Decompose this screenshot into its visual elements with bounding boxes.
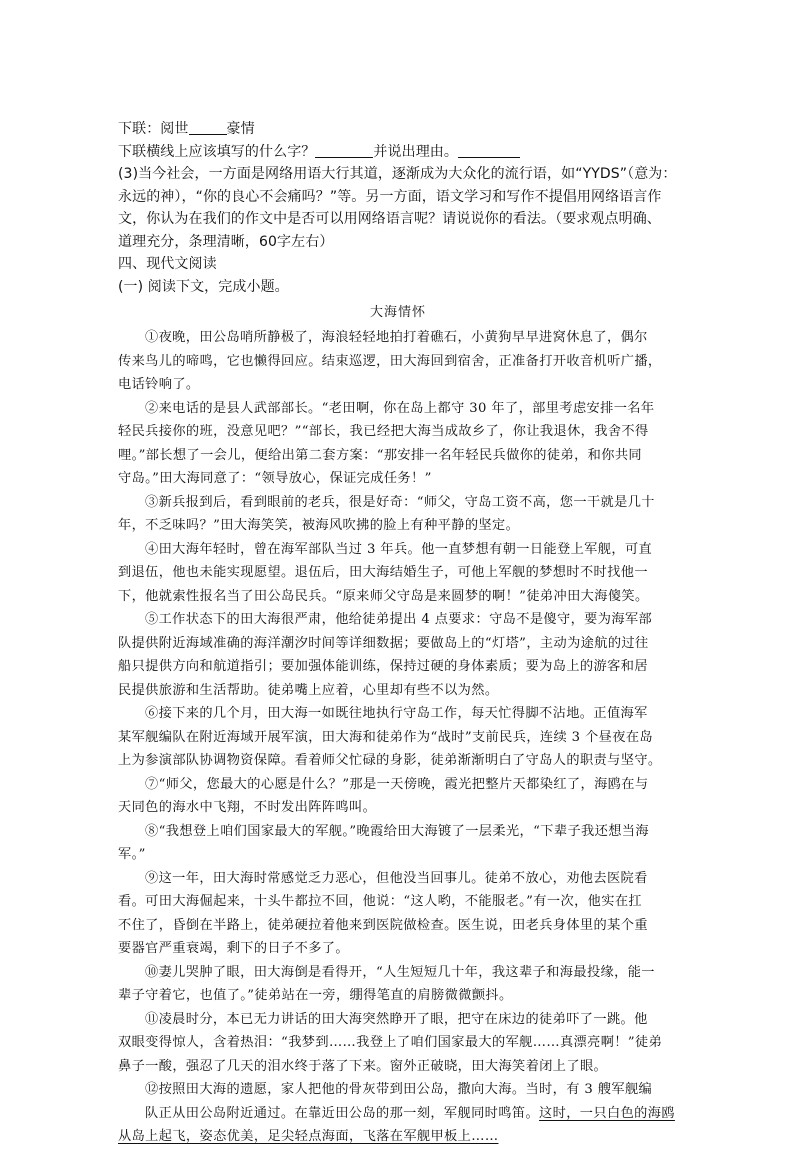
subsection-heading: (一) 阅读下文，完成小题。: [118, 278, 289, 295]
article-line: ⑫按照田大海的遗愿，家人把他的骨灰带到田公岛，撒向大海。当时，有 3 艘军舰编: [145, 1082, 653, 1097]
question-3-line-4: 道理充分，条理清晰，60字左右）: [118, 233, 334, 250]
article-line: 电话铃响了。: [118, 377, 200, 392]
underlined-text: 这时，一只白色的海鸥: [539, 1105, 675, 1121]
article-line: ⑦“师父，您最大的心愿是什么？”那是一天傍晚，霞光把整片天都染红了，海鸥在与: [145, 776, 649, 792]
couplet-text: 下联：阅世: [118, 121, 189, 137]
document-page: [118, 118, 678, 1149]
article-line-last-1: [118, 1102, 678, 1126]
article-line: ⑥接下来的几个月，田大海一如既往地执行守岛工作，每天忙得脚不沾地。正值海军: [145, 706, 648, 721]
question-3-line-1: (3)当今社会，一方面是网络用语大行其道，逐渐成为大众化的流行语，如“YYDS”（意为：: [118, 166, 677, 182]
article-line: 民提供旅游和生活帮助。徒弟嘴上应着，心里却有些不以为然。: [118, 682, 499, 698]
article-line: ④田大海年轻时，曾在海军部队当过 3 年兵。他一直梦想有朝一日能登上军舰，可直: [145, 541, 653, 557]
question-3-line-2: 永远的神），“你的良心不会痛吗？”等。另一方面，语文学习和写作不提倡用网络语言作: [118, 188, 662, 205]
couplet-second-line: [118, 118, 678, 141]
article-line: 轻民兵接你的班，没意见吧？”“部长，我已经把大海当成故乡了，你让我退休，我舍不得: [118, 424, 649, 439]
answer-blank-reason[interactable]: [458, 142, 520, 158]
article-line: 上为参演部队协调物资保障。看着师父忙碌的身影，徒弟渐渐明白了守岛人的职责与坚守。: [118, 753, 662, 768]
answer-blank[interactable]: [189, 119, 227, 135]
question-text: 下联横线上应该填写的什么字？: [118, 143, 316, 160]
article-line: 到退伍，他也未能实现愿望。退伍后，田大海结婚生子，可他上军舰的梦想时不时找他一: [118, 565, 648, 580]
underlined-text: 从岛上起飞，姿态优美，足尖轻点海面，飞落在军舰甲板上……: [118, 1129, 499, 1144]
article-line: 要器官严重衰竭，剩下的日子不多了。: [118, 941, 349, 956]
article-line: 守岛。”田大海同意了：“领导放心，保证完成任务！”: [118, 471, 432, 486]
article-line: ⑩妻儿哭肿了眼，田大海倒是看得开，“人生短短几十年，我这辈子和海最投缘，能一: [145, 964, 655, 980]
article-line: 传来鸟儿的啼鸣，它也懒得回应。结束巡逻，田大海回到宿舍，正准备打开收音机听广播，: [118, 353, 662, 369]
article-line-last-2: [118, 1125, 678, 1149]
couplet-text-end: 豪情: [226, 121, 255, 137]
article-line: 看。可田大海倔起来，十头牛都拉不回，他说：“这人哟，不能服老。”有一次，他实在扛: [118, 894, 643, 909]
article-line: ⑧“我想登上咱们国家最大的军舰。”晚霞给田大海镀了一层柔光，“下辈子我还想当海: [145, 823, 649, 839]
section-heading: 四、现代文阅读: [118, 256, 217, 272]
article-line: 年，不乏味吗？”田大海笑笑，被海风吹拂的脸上有种平静的坚定。: [118, 518, 520, 533]
article-line: 船只提供方向和航道指引；要加强体能训练，保持过硬的身体素质；要为岛上的游客和居: [118, 659, 648, 674]
question-text-reason: 并说出理由。: [373, 143, 459, 160]
article-line: ②来电话的是县人武部部长。“老田啊，你在岛上都守 30 年了，部里考虑安排一名年: [145, 400, 655, 416]
article-line: ①夜晚，田公岛哨所静极了，海浪轻轻地拍打着礁石，小黄狗早早进窝休息了，偶尔: [145, 330, 648, 345]
article-line: ③新兵报到后，看到眼前的老兵，很是好奇：“师父，守岛工资不高，您一干就是几十: [145, 494, 655, 510]
question-3-line-3: 文，你认为在我们的作文中是否可以用网络语言呢？请说说你的看法。（要求观点明确、: [118, 211, 661, 227]
article-line: ⑤工作状态下的田大海很严肃，他给徒弟提出 4 点要求：守岛不是傻守，要为海军部: [145, 612, 653, 627]
article-line: 鼻子一酸，强忍了几天的泪水终于落了下来。窗外正破晓，田大海笑着闭上了眼。: [118, 1058, 608, 1074]
article-line: ⑪凌晨时分，本已无力讲话的田大海突然睁开了眼，把守在床边的徒弟吓了一跳。他: [145, 1011, 648, 1027]
answer-blank-word[interactable]: [315, 142, 373, 158]
article-line: 军。”: [118, 847, 146, 862]
article-body: [118, 326, 678, 1102]
article-line: 辈子守着它，也值了。”徒弟站在一旁，绷得笔直的肩膀微微颤抖。: [118, 988, 513, 1003]
article-line: 不住了，昏倒在半路上，徒弟硬拉着他来到医院做检查。医生说，田老兵身体里的某个重: [118, 917, 648, 933]
article-line: 天同色的海水中飞翔，不时发出阵阵鸣叫。: [118, 800, 377, 815]
article-title: 大海情怀: [369, 305, 426, 320]
article-line: 哩。”部长想了一会儿，便给出第二套方案：“那安排一名年轻民兵做你的徒弟，和你共同: [118, 447, 643, 463]
article-line: 双眼变得惊人，含着热泪：“我梦到……我登上了咱们国家最大的军舰……真漂亮啊！”徒弟: [118, 1035, 663, 1050]
article-text: 队正从田公岛附近通过。在靠近田公岛的那一刻，军舰同时鸣笛。: [145, 1105, 540, 1121]
article-line: 下，他就索性报名当了田公岛民兵。“原来师父守岛是来圆梦的啊！”徒弟冲田大海傻笑。: [118, 588, 649, 604]
article-line: 队提供附近海域准确的海洋潮汐时间等详细数据；要做岛上的“灯塔”，主动为途航的过往: [118, 635, 649, 651]
article-line: 某军舰编队在附近海域开展军演，田大海和徒弟作为“战时”支前民兵，连续 3 个昼夜在岛: [118, 729, 653, 745]
question-line: [118, 141, 678, 164]
article-line: ⑨这一年，田大海时常感觉乏力恶心，但他没当回事儿。徒弟不放心，劝他去医院看: [145, 870, 648, 886]
